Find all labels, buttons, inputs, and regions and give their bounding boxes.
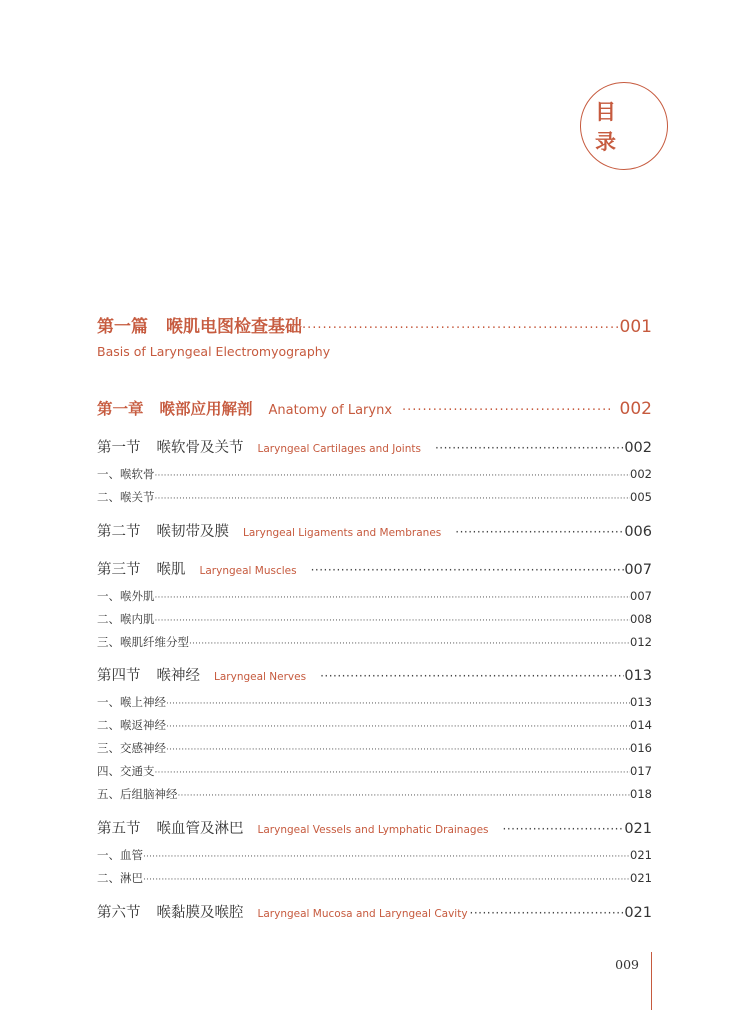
page-number: 009 (615, 957, 639, 972)
leader-dots (503, 822, 625, 836)
toc-item-entry[interactable] (97, 588, 652, 604)
section-english-title: Laryngeal Vessels and Lymphatic Drainages (257, 824, 489, 836)
item-title: 三、交感神经 (97, 741, 166, 755)
toc-item-entry[interactable] (97, 611, 652, 627)
section-label: 第六节 (97, 905, 141, 921)
toc-title-circle (580, 82, 668, 170)
toc-item-entry[interactable] (97, 694, 652, 710)
toc-chapter-entry[interactable] (97, 397, 652, 419)
item-page: 021 (630, 871, 652, 885)
leader-dots (155, 593, 631, 603)
toc-section-entry[interactable] (97, 817, 652, 838)
leader-dots (166, 745, 630, 755)
section-label: 第五节 (97, 821, 141, 837)
section-title: 喉韧带及膜 (156, 524, 229, 540)
item-title: 二、喉内肌 (97, 612, 155, 626)
item-page: 021 (630, 848, 652, 862)
toc-section-entry[interactable] (97, 558, 652, 579)
toc-item-entry[interactable] (97, 786, 652, 802)
item-title: 一、血管 (97, 848, 143, 862)
part-title: 喉肌电图检查基础 (166, 317, 302, 337)
leader-dots (143, 875, 630, 885)
section-page: 021 (624, 905, 652, 921)
section-page: 007 (624, 562, 652, 578)
leader-dots (311, 563, 625, 577)
toc-title: 目 录 (595, 100, 630, 154)
item-title: 二、喉返神经 (97, 718, 166, 732)
item-page: 008 (630, 612, 652, 626)
item-page: 005 (630, 490, 652, 504)
item-page: 002 (630, 467, 652, 481)
item-title: 一、喉外肌 (97, 589, 155, 603)
leader-dots (155, 768, 631, 778)
toc-item-entry[interactable] (97, 740, 652, 756)
toc-section-entry[interactable] (97, 664, 652, 685)
leader-dots (155, 616, 631, 626)
section-english-title: Laryngeal Muscles (199, 565, 297, 577)
item-page: 012 (630, 635, 652, 649)
section-english-title: Laryngeal Nerves (214, 671, 307, 683)
leader-dots (302, 321, 620, 336)
item-title: 四、交通支 (97, 764, 155, 778)
section-page: 021 (624, 821, 652, 837)
toc-item-entry[interactable] (97, 847, 652, 863)
section-label: 第一节 (97, 440, 141, 456)
item-title: 一、喉软骨 (97, 467, 155, 481)
section-title: 喉软骨及关节 (156, 440, 244, 456)
section-title: 喉黏膜及喉腔 (156, 905, 244, 921)
leader-dots (166, 699, 630, 709)
leader-dots (143, 852, 630, 862)
leader-dots (320, 669, 624, 683)
section-english-title: Laryngeal Ligaments and Membranes (243, 527, 442, 539)
section-page: 006 (624, 524, 652, 540)
item-page: 017 (630, 764, 652, 778)
chapter-english-title: Anatomy of Larynx (268, 403, 393, 418)
section-title: 喉肌 (156, 562, 186, 578)
item-title: 三、喉肌纤维分型 (97, 635, 189, 649)
item-page: 007 (630, 589, 652, 603)
section-english-title: Laryngeal Cartilages and Joints (257, 443, 421, 455)
toc-section-entry[interactable] (97, 436, 652, 457)
section-label: 第四节 (97, 668, 141, 684)
toc-part-entry[interactable] (97, 312, 652, 337)
item-title: 五、后组脑神经 (97, 787, 178, 801)
toc-item-entry[interactable] (97, 466, 652, 482)
leader-dots (166, 722, 630, 732)
section-english-title: Laryngeal Mucosa and Laryngeal Cavity (257, 908, 468, 920)
part-page: 001 (619, 317, 652, 337)
leader-dots (455, 525, 624, 539)
chapter-page: 002 (619, 399, 652, 419)
toc-item-entry[interactable] (97, 489, 652, 505)
item-page: 014 (630, 718, 652, 732)
part-label: 第一篇 (97, 317, 148, 337)
item-page: 018 (630, 787, 652, 801)
leader-dots (178, 791, 631, 801)
section-title: 喉血管及淋巴 (156, 821, 244, 837)
leader-dots (435, 441, 624, 455)
chapter-label: 第一章 (97, 400, 144, 418)
page-edge-rule (651, 952, 652, 1010)
item-title: 二、淋巴 (97, 871, 143, 885)
leader-dots (189, 639, 630, 649)
chapter-title: 喉部应用解剖 (159, 400, 253, 418)
leader-dots (402, 403, 612, 418)
section-label: 第三节 (97, 562, 141, 578)
item-page: 013 (630, 695, 652, 709)
item-title: 一、喉上神经 (97, 695, 166, 709)
leader-dots (155, 471, 631, 481)
section-title: 喉神经 (156, 668, 200, 684)
toc-item-entry[interactable] (97, 717, 652, 733)
item-title: 二、喉关节 (97, 490, 155, 504)
leader-dots (470, 906, 625, 920)
section-label: 第二节 (97, 524, 141, 540)
item-page: 016 (630, 741, 652, 755)
leader-dots (155, 494, 631, 504)
toc-item-entry[interactable] (97, 870, 652, 886)
section-page: 002 (624, 440, 652, 456)
section-page: 013 (624, 668, 652, 684)
toc-item-entry[interactable] (97, 763, 652, 779)
toc-section-entry[interactable] (97, 520, 652, 541)
toc-section-entry[interactable] (97, 901, 652, 922)
part-english-title: Basis of Laryngeal Electromyography (97, 344, 331, 359)
toc-item-entry[interactable] (97, 634, 652, 650)
